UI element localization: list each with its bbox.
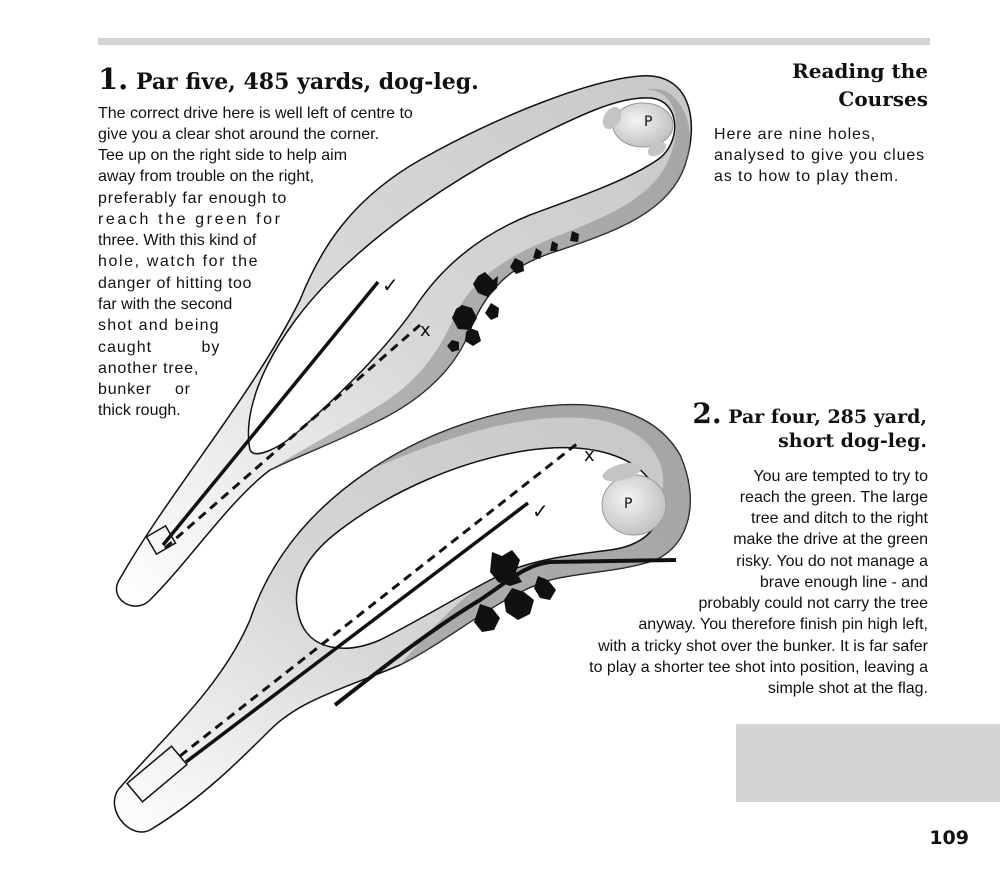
hole2-bad-mark: x: [584, 445, 595, 466]
hole1-flag-letter: P: [644, 114, 653, 130]
hole1-text-line: three. With this kind of: [98, 232, 257, 249]
hole2-text-line: brave enough line - and: [759, 574, 928, 591]
tree-icon: [465, 328, 481, 346]
hole1-text-line: give you a clear shot around the corner.: [98, 126, 380, 143]
hole1-text-line: bunker or: [98, 381, 191, 398]
hole1-text-line: The correct drive here is well left of centre to: [98, 105, 413, 122]
section-title-line2: Courses: [838, 87, 928, 111]
hole1-title: Par five, 485 yards, dog-leg.: [135, 69, 479, 95]
hole1-text-line: shot and being: [98, 317, 220, 334]
hole2-text-line: anyway. You therefore finish pin high left,: [638, 616, 928, 633]
hole1-text-line: reach the green for: [98, 211, 283, 228]
hole1-text-line: hole, watch for the: [98, 253, 260, 270]
hole1-good-mark: ✓: [382, 273, 399, 297]
intro-line: analysed to give you clues: [714, 147, 926, 164]
section-title-line1: Reading the: [792, 59, 928, 83]
hole1-text-line: thick rough.: [98, 402, 181, 419]
hole2-text-line: reach the green. The large: [739, 489, 928, 506]
hole1-text-line: caught by: [98, 339, 221, 356]
hole1-text-line: preferably far enough to: [98, 190, 288, 207]
hole2-text-line: risky. You do not manage a: [736, 553, 928, 570]
hole2-text-line: probably could not carry the tree: [698, 595, 928, 612]
hole2-text-line: tree and ditch to the right: [751, 510, 928, 527]
hole1-number: 1.: [98, 62, 129, 96]
hole2-heading: [692, 397, 927, 430]
hole1-green: [613, 103, 673, 147]
hole2-heading-line2: short dog-leg.: [778, 430, 927, 452]
hole2-text-line: simple shot at the flag.: [767, 680, 928, 697]
intro-line: Here are nine holes,: [714, 126, 877, 143]
tree-icon: [485, 303, 499, 320]
hole1-text-line: far with the second: [98, 296, 233, 313]
page-number: 109: [929, 827, 969, 849]
hole2-green: [602, 475, 666, 535]
hole2-number: 2.: [692, 397, 722, 430]
hole1-text-line: another tree,: [98, 360, 200, 377]
hole2-text-line: to play a shorter tee shot into position, leaving a: [589, 659, 928, 676]
hole2-text-line: You are tempted to try to: [753, 468, 928, 485]
hole1-heading: [98, 62, 479, 96]
hole2-flag-letter: P: [624, 496, 633, 512]
intro-line: as to how to play them.: [714, 168, 900, 185]
hole1-text-line: away from trouble on the right,: [98, 168, 315, 185]
hole2-good-mark: ✓: [532, 499, 549, 523]
hole1-text-line: Tee up on the right side to help aim: [98, 147, 348, 164]
section-title: [792, 57, 928, 113]
hole1-text-line: danger of hitting too: [98, 275, 253, 292]
hole1-bad-mark: x: [420, 320, 431, 341]
hole2-text-line: make the drive at the green: [733, 531, 928, 548]
hole2-text-line: with a tricky shot over the bunker. It is far safer: [598, 638, 928, 655]
hole2-title-part1: Par four, 285 yard,: [728, 406, 927, 428]
